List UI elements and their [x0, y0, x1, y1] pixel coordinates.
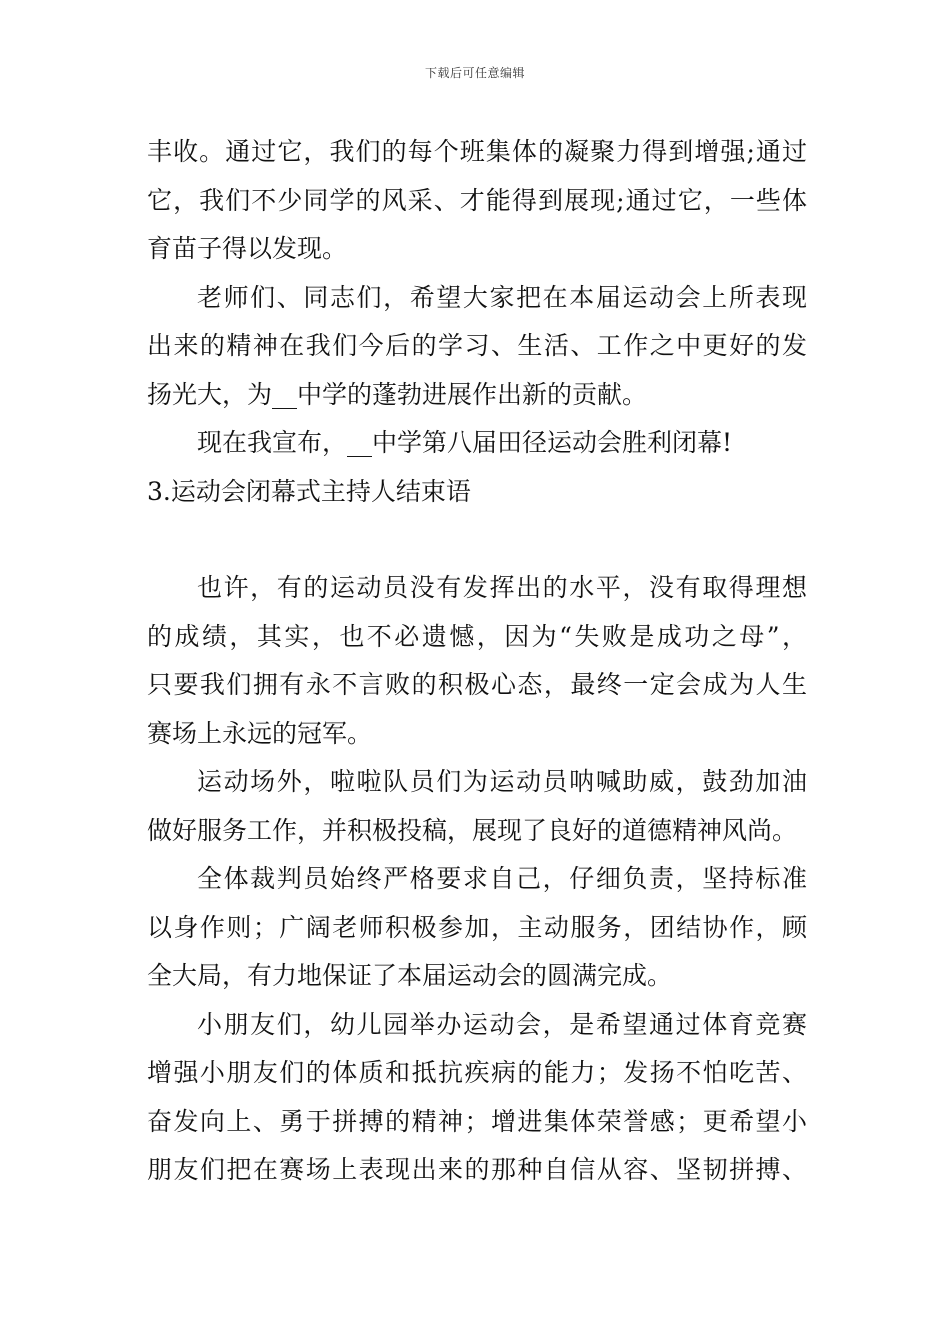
text-line: 以身作则；广阔老师积极参加，主动服务，团结协作，顾 [147, 912, 807, 942]
text-line: 丰收。通过它，我们的每个班集体的凝聚力得到增强;通过 [147, 137, 807, 166]
paragraph-teachers [147, 274, 807, 420]
text-line: 朋友们把在赛场上表现出来的那种自信从容、坚韧拼搏、 [147, 1155, 807, 1184]
text-line: 也许，有的运动员没有发挥出的水平，没有取得理想 [197, 573, 807, 602]
paragraph-athletes [147, 564, 807, 758]
paragraph-children [147, 1001, 807, 1195]
text-line: 扬光大，为__中学的蓬勃进展作出新的贡献。 [147, 379, 648, 409]
text-line: 只要我们拥有永不言败的积极心态，最终一定会成为人生 [147, 670, 807, 699]
text-line: 现在我宣布，__中学第八届田径运动会胜利闭幕! [197, 428, 733, 457]
text-line: 奋发向上、勇于拼搏的精神；增进集体荣誉感；更希望小 [147, 1106, 807, 1136]
paragraph-announcement [147, 419, 807, 468]
text-line: 增强小朋友们的体质和抵抗疾病的能力；发扬不怕吃苦、 [147, 1058, 807, 1087]
text-line: 运动场外，啦啦队员们为运动员呐喊助威，鼓劲加油 [197, 767, 807, 796]
text-line: 全体裁判员始终严格要求自己，仔细负责，坚持标准 [197, 864, 807, 893]
paragraph-harvest [147, 128, 807, 274]
text-line: 老师们、同志们，希望大家把在本届运动会上所表现 [197, 282, 807, 312]
text-line: 做好服务工作，并积极投稿，展现了良好的道德精神风尚。 [147, 815, 798, 845]
document-body [147, 128, 807, 1195]
section-heading: 3.运动会闭幕式主持人结束语 [147, 476, 471, 506]
text-line: 全大局，有力地保证了本届运动会的圆满完成。 [147, 961, 673, 990]
blank-line [147, 516, 807, 564]
text-line: 赛场上永远的冠军。 [147, 718, 373, 748]
text-line: 出来的精神在我们今后的学习、生活、工作之中更好的发 [147, 331, 807, 360]
text-line: 它，我们不少同学的风采、才能得到展现;通过它，一些体 [147, 185, 807, 215]
page-header-note: 下载后可任意编辑 [424, 66, 525, 80]
paragraph-cheerleaders [147, 758, 807, 855]
text-line: 小朋友们，幼儿园举办运动会，是希望通过体育竞赛 [197, 1009, 807, 1039]
paragraph-referees [147, 855, 807, 1001]
text-line: 育苗子得以发现。 [147, 234, 348, 263]
text-line: 的成绩，其实，也不必遗憾，因为“失败是成功之母”， [147, 621, 807, 651]
